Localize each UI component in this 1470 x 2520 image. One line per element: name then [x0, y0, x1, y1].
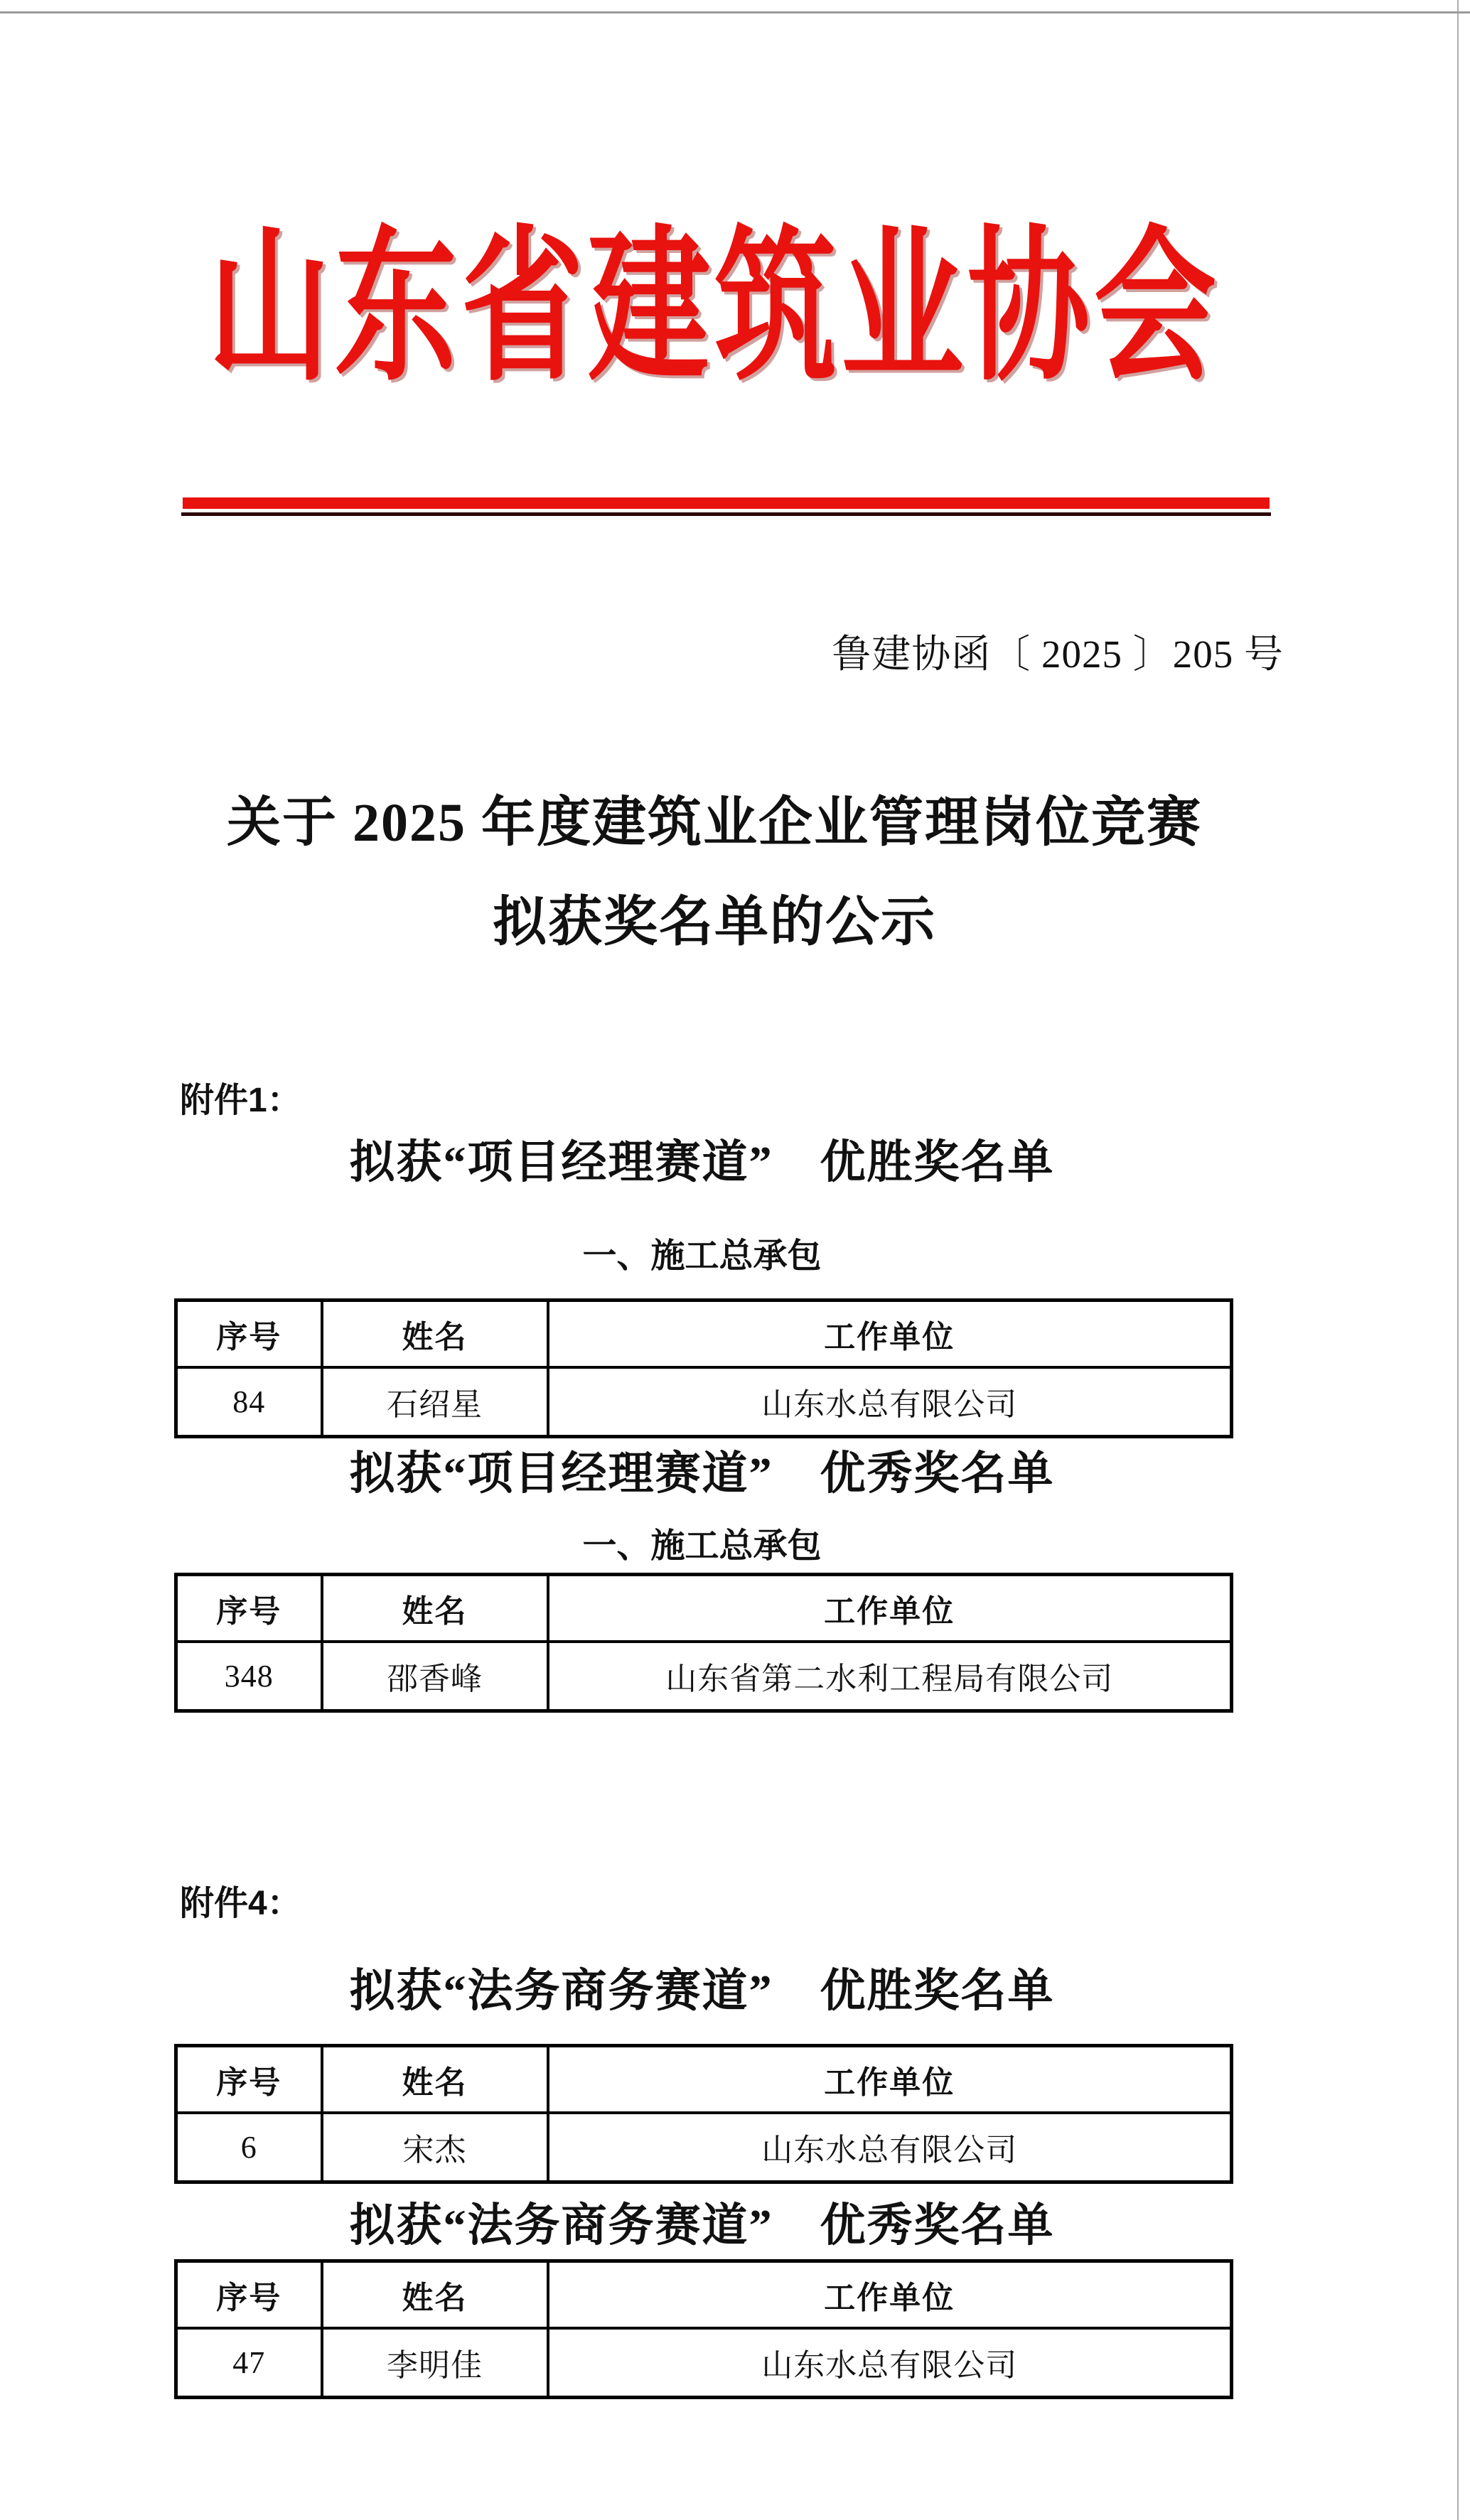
cell-serial: 84	[176, 1367, 322, 1437]
heading-legal-excellence-list: 拟获“法务商务赛道” 优秀奖名单	[349, 2200, 1055, 2251]
cell-serial: 47	[176, 2328, 322, 2398]
col-header-employer: 工作单位	[548, 2261, 1232, 2328]
cell-name: 邵香峰	[322, 1642, 548, 1711]
table-header-row	[176, 1575, 1232, 1642]
table-pm-winner	[174, 1298, 1233, 1438]
heading-legal-winner-list: 拟获“法务商务赛道” 优胜奖名单	[349, 1966, 1055, 2016]
heading-pm-winner-list: 拟获“项目经理赛道” 优胜奖名单	[349, 1137, 1055, 1188]
col-header-serial: 序号	[176, 2261, 322, 2328]
subheading-general-contracting-2: 一、施工总承包	[582, 1527, 822, 1565]
col-header-employer: 工作单位	[548, 1575, 1232, 1642]
table-header-row	[176, 2046, 1232, 2113]
attachment-4-label: 附件4：	[180, 1885, 301, 1922]
attachment-1-label: 附件1：	[180, 1082, 301, 1119]
page-right-border	[1457, 0, 1459, 2520]
table-row	[176, 1642, 1232, 1711]
col-header-employer: 工作单位	[548, 1301, 1232, 1367]
table-pm-excellence	[174, 1573, 1233, 1713]
notice-title-line2: 拟获奖名单的公示	[493, 893, 936, 952]
cell-employer: 山东水总有限公司	[548, 2328, 1232, 2398]
col-header-employer: 工作单位	[548, 2046, 1232, 2113]
table-legal-winner	[174, 2044, 1233, 2184]
table-legal-excellence	[174, 2259, 1233, 2399]
table-row	[176, 1367, 1232, 1437]
cell-name: 宋杰	[322, 2113, 548, 2182]
cell-serial: 348	[176, 1642, 322, 1711]
doc-number: 鲁建协函〔 2025 〕205 号	[832, 632, 1284, 676]
cell-serial: 6	[176, 2113, 322, 2182]
notice-title-line1: 关于 2025 年度建筑业企业管理岗位竞赛	[227, 793, 1202, 853]
col-header-name: 姓名	[322, 2046, 548, 2113]
cell-employer: 山东水总有限公司	[548, 2113, 1232, 2182]
subheading-general-contracting-1: 一、施工总承包	[582, 1237, 822, 1275]
table-row	[176, 2328, 1232, 2398]
cell-employer: 山东水总有限公司	[548, 1367, 1232, 1437]
org-title: 山东省建筑业协会	[208, 217, 1220, 402]
col-header-serial: 序号	[176, 1301, 322, 1367]
table-row	[176, 2113, 1232, 2182]
table-header-row	[176, 1301, 1232, 1367]
cell-name: 石绍星	[322, 1367, 548, 1437]
col-header-serial: 序号	[176, 2046, 322, 2113]
red-divider-thin	[181, 512, 1271, 516]
col-header-name: 姓名	[322, 2261, 548, 2328]
cell-employer: 山东省第二水利工程局有限公司	[548, 1642, 1232, 1711]
heading-pm-excellence-list: 拟获“项目经理赛道” 优秀奖名单	[349, 1448, 1055, 1499]
col-header-name: 姓名	[322, 1575, 548, 1642]
red-divider	[183, 497, 1270, 509]
table-header-row	[176, 2261, 1232, 2328]
page-top-border	[0, 11, 1470, 14]
cell-name: 李明佳	[322, 2328, 548, 2398]
col-header-serial: 序号	[176, 1575, 322, 1642]
col-header-name: 姓名	[322, 1301, 548, 1367]
